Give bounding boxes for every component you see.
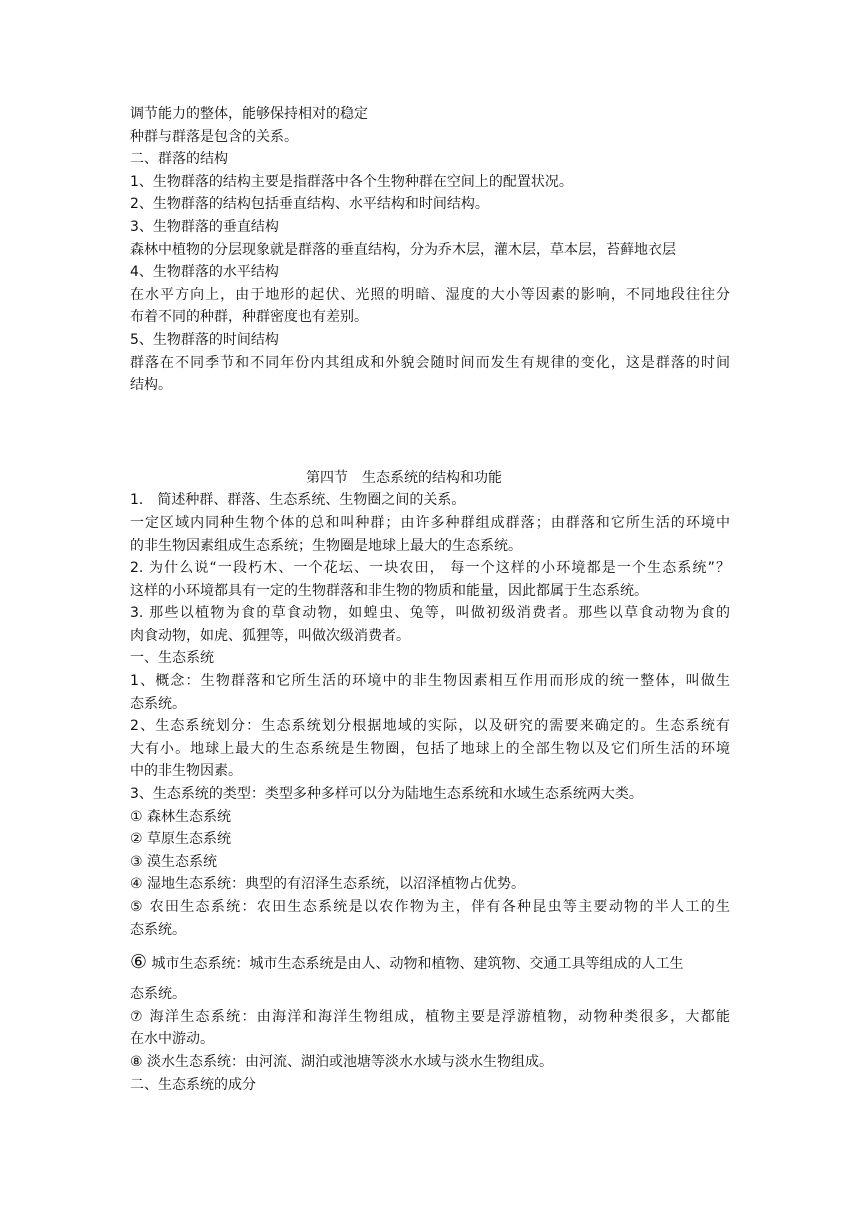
- text-line: 在水平方向上，由于地形的起伏、光照的明暗、湿度的大小等因素的影响，不同地段往往分: [130, 286, 730, 303]
- text-line: 中的非生物因素。: [130, 763, 242, 780]
- text-line: 调节能力的整体，能够保持相对的稳定: [130, 106, 368, 122]
- circled-number: ⑥: [130, 951, 148, 974]
- text-line: 1、生物群落的结构主要是指群落中各个生物种群在空间上的配置状况。: [130, 173, 573, 190]
- text-line: 态系统。: [130, 921, 186, 938]
- text-line: 3、生态系统的类型：类型多种多样可以分为陆地生态系统和水域生态系统两大类。: [130, 786, 643, 803]
- text-line: 在水中游动。: [130, 1031, 214, 1048]
- list-item: ② 草原生态系统: [130, 831, 232, 848]
- list-item: ④ 湿地生态系统：典型的有沼泽生态系统，以沼泽植物占优势。: [130, 876, 525, 893]
- list-item: ① 森林生态系统: [130, 808, 232, 825]
- text-line: 态系统。: [130, 695, 186, 712]
- document-body: [130, 103, 730, 1096]
- section-title: 第四节 生态系统的结构和功能: [306, 469, 502, 486]
- text-line: 1、概念：生物群落和它所生活的环境中的非生物因素相互作用而形成的统一整体，叫做生: [130, 673, 730, 690]
- text-line: 2、生态系统划分：生态系统划分根据地域的实际，以及研究的需要来确定的。生态系统有: [130, 718, 730, 735]
- text-line: 态系统。: [130, 986, 186, 1003]
- text-line: 3、生物群落的垂直结构: [130, 218, 279, 235]
- text-line: 1． 简述种群、群落、生态系统、生物圈之间的关系。: [130, 492, 466, 509]
- list-item: ⑤ 农田生态系统：农田生态系统是以农作物为主，伴有各种昆虫等主要动物的半人工的生: [130, 899, 730, 915]
- text-line: 种群与群落是包含的关系。: [130, 128, 298, 145]
- section-heading: 一、生态系统: [130, 650, 214, 667]
- text-line: 5、生物群落的时间结构: [130, 331, 279, 348]
- text-line: 肉食动物，如虎、狐狸等，叫做次级消费者。: [130, 627, 410, 644]
- text-line: 结构。: [130, 377, 172, 394]
- section-heading: 二、生态系统的成分: [130, 1076, 256, 1093]
- list-item: [130, 945, 730, 979]
- section-heading: 二、群落的结构: [130, 151, 228, 168]
- text-line: 这样的小环境都具有一定的生物群落和非生物的物质和能量，因此都属于生态系统。: [130, 582, 648, 599]
- text-line: 的非生物因素组成生态系统；生物圈是地球上最大的生态系统。: [130, 537, 522, 554]
- text-line: 4、生物群落的水平结构: [130, 264, 279, 281]
- text-line: 3. 那些以植物为食的草食动物，如蝗虫、兔等，叫做初级消费者。那些以草食动物为食的: [130, 605, 730, 622]
- text-line: 一定区域内同种生物个体的总和叫种群；由许多种群组成群落；由群落和它所生活的环境中: [130, 514, 730, 531]
- text-line: 布着不同的种群，种群密度也有差别。: [130, 309, 368, 326]
- text-line: 2、生物群落的结构包括垂直结构、水平结构和时间结构。: [130, 196, 489, 213]
- list-item: ⑦ 海洋生态系统：由海洋和海洋生物组成，植物主要是浮游植物，动物种类很多，大都能: [130, 1008, 730, 1025]
- text-line: 群落在不同季节和不同年份内其组成和外貌会随时间而发生有规律的变化，这是群落的时间: [130, 354, 730, 371]
- text-line: 2. 为什么说“一段朽木、一个花坛、一块农田， 每一个这样的小环境都是一个生态系统”？: [130, 560, 730, 577]
- spacer: [130, 397, 730, 467]
- text-line: 大有小。地球上最大的生态系统是生物圈，包括了地球上的全部生物以及它们所生活的环境: [130, 740, 730, 757]
- text-line: 森林中植物的分层现象就是群落的垂直结构，分为乔木层，灌木层，草本层，苔藓地衣层: [130, 241, 676, 258]
- list-item: ③ 漠生态系统: [130, 853, 218, 870]
- list-item: ⑧ 淡水生态系统：由河流、湖泊或池塘等淡水水域与淡水生物组成。: [130, 1053, 553, 1070]
- list-item-text: 城市生态系统：城市生态系统是由人、动物和植物、建筑物、交通工具等组成的人工生: [147, 956, 684, 973]
